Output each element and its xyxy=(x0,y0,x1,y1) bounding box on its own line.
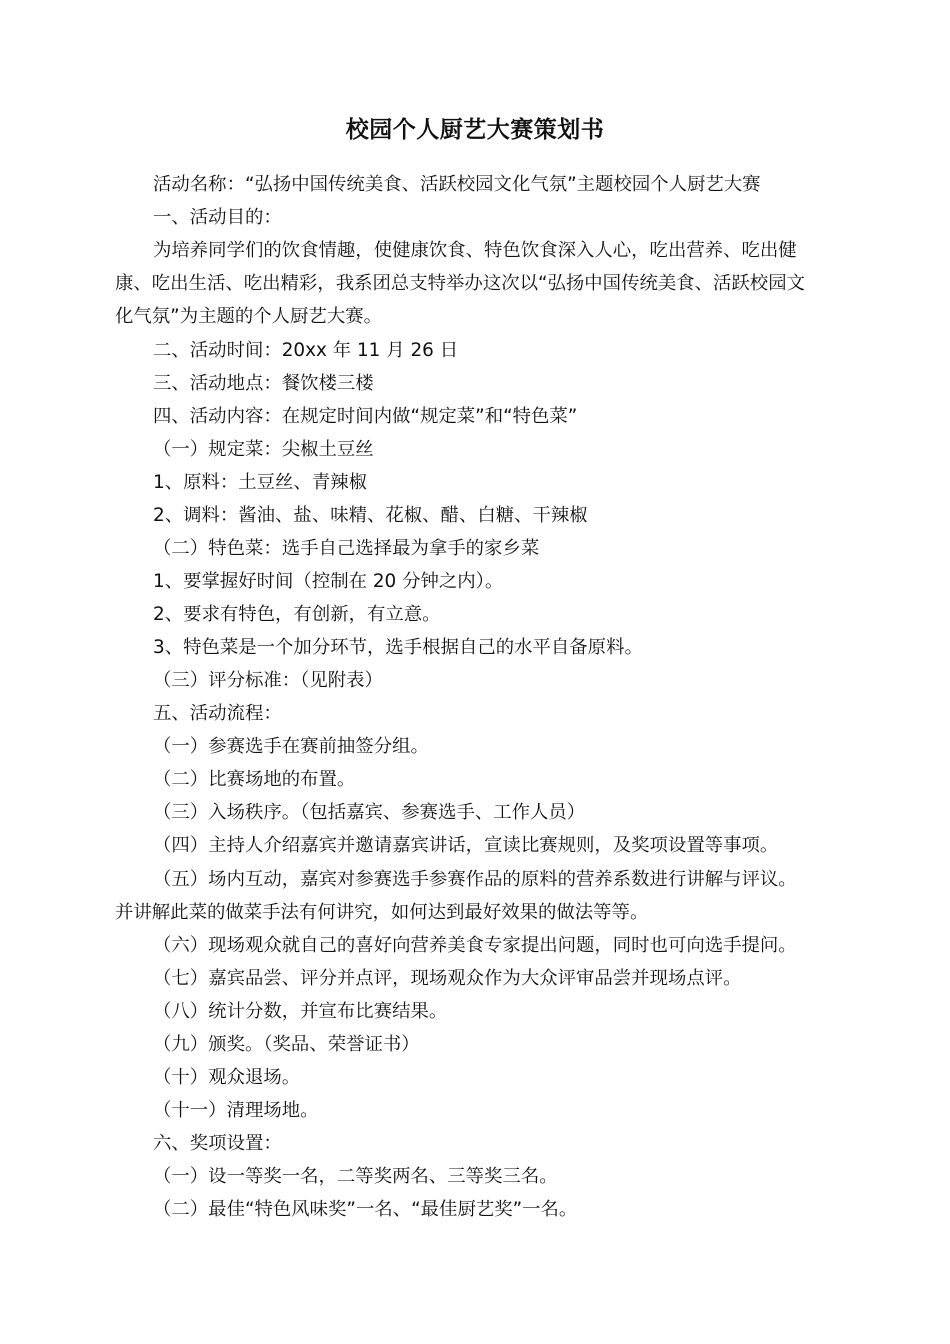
document-title: 校园个人厨艺大赛策划书 xyxy=(345,117,605,143)
list-item: （十一）清理场地。 xyxy=(153,1100,319,1121)
list-item: （十）观众退场。 xyxy=(153,1067,301,1088)
list-item: （三）评分标准：（见附表） xyxy=(153,670,383,691)
list-item: （一）规定菜：尖椒土豆丝 xyxy=(153,439,374,460)
paragraph-line: 康、吃出生活、吃出精彩，我系团总支特举办这次以“弘扬中国传统美食、活跃校园文 xyxy=(115,273,805,294)
list-item: （九）颁奖。（奖品、荣誉证书） xyxy=(153,1034,420,1055)
list-item: 2、调料：酱油、盐、味精、花椒、醋、白糖、干辣椒 xyxy=(153,505,588,526)
list-item: （二）特色菜：选手自己选择最为拿手的家乡菜 xyxy=(153,538,540,559)
section-heading-process: 五、活动流程： xyxy=(153,703,282,724)
list-item: （四）主持人介绍嘉宾并邀请嘉宾讲话，宣读比赛规则，及奖项设置等事项。 xyxy=(153,835,779,856)
paragraph-line: 化气氛”为主题的个人厨艺大赛。 xyxy=(115,306,382,327)
list-item: （二）最佳“特色风味奖”一名、“最佳厨艺奖”一名。 xyxy=(153,1199,578,1220)
list-item: （八）统计分数，并宣布比赛结果。 xyxy=(153,1001,448,1022)
section-heading-purpose: 一、活动目的： xyxy=(153,207,282,228)
activity-name-line: 活动名称：“弘扬中国传统美食、活跃校园文化气氛”主题校园个人厨艺大赛 xyxy=(153,174,761,195)
list-item: （二）比赛场地的布置。 xyxy=(153,769,356,790)
paragraph-line: 为培养同学们的饮食情趣，使健康饮食、特色饮食深入人心，吃出营养、吃出健 xyxy=(153,240,797,261)
list-item: （三）入场秩序。（包括嘉宾、参赛选手、工作人员） xyxy=(153,802,586,823)
section-heading-content: 四、活动内容：在规定时间内做“规定菜”和“特色菜” xyxy=(153,406,578,427)
list-item: （六）现场观众就自己的喜好向营养美食专家提出问题，同时也可向选手提问。 xyxy=(153,935,797,956)
list-item: 2、要求有特色，有创新，有立意。 xyxy=(153,604,441,625)
list-item: （七）嘉宾品尝、评分并点评，现场观众作为大众评审品尝并现场点评。 xyxy=(153,968,742,989)
list-item: 1、原料：土豆丝、青辣椒 xyxy=(153,472,367,493)
list-item: 1、要掌握好时间（控制在 20 分钟之内）。 xyxy=(153,571,504,592)
list-item: （五）场内互动，嘉宾对参赛选手参赛作品的原料的营养系数进行讲解与评议。 xyxy=(153,869,797,890)
section-heading-time: 二、活动时间：20xx 年 11 月 26 日 xyxy=(153,340,459,361)
list-item: （一）参赛选手在赛前抽签分组。 xyxy=(153,736,429,757)
paragraph-line: 并讲解此菜的做菜手法有何讲究，如何达到最好效果的做法等等。 xyxy=(115,902,649,923)
section-heading-location: 三、活动地点：餐饮楼三楼 xyxy=(153,373,374,394)
section-heading-awards: 六、奖项设置： xyxy=(153,1133,282,1154)
list-item: 3、特色菜是一个加分环节，选手根据自己的水平自备原料。 xyxy=(153,637,643,658)
list-item: （一）设一等奖一名，二等奖两名、三等奖三名。 xyxy=(153,1166,558,1187)
